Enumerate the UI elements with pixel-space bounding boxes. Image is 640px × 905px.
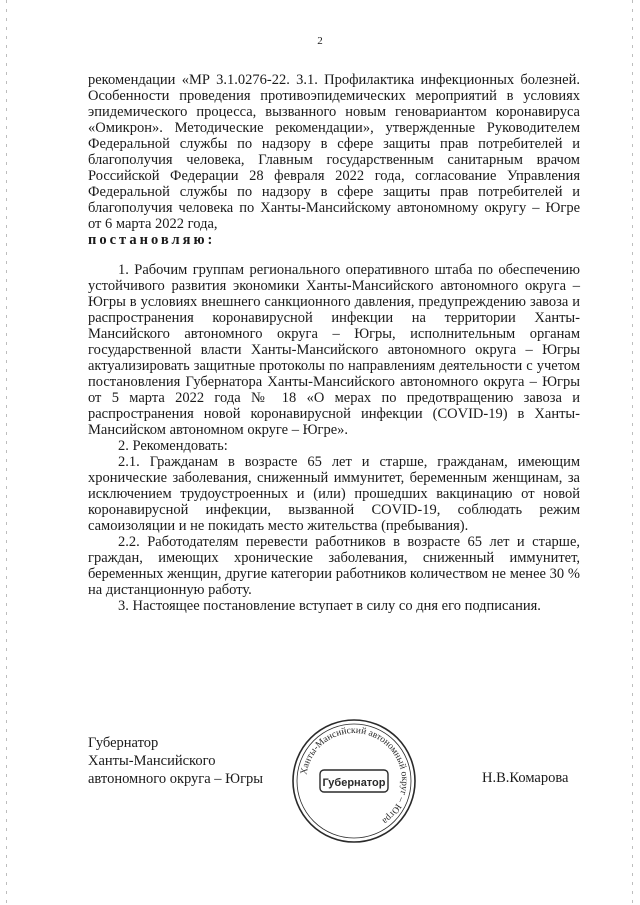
- signatory-name: Н.В.Комарова: [482, 770, 569, 786]
- resolve-word: постановляю:: [88, 232, 216, 248]
- page-number: 2: [317, 35, 323, 47]
- resolution-heading: [88, 232, 580, 248]
- seal-ring-text: Ханты-Мансийский автономный округ – Югра: [299, 725, 410, 826]
- item-2-2-paragraph: 2.2. Работодателям перевести работников в возрасте 65 лет и старше, граждан, имеющих хронические заболевания, сниженный иммунитет, беременных женщин, другие категории работников количеством не менее 30 % на дистанционную работу.: [88, 534, 580, 598]
- document-body: [88, 72, 580, 614]
- official-seal-stamp: [289, 716, 419, 846]
- item-2-1-paragraph: 2.1. Гражданам в возрасте 65 лет и старше, гражданам, имеющим хронические заболевания, сниженный иммунитет, беременным женщинам, за исключением трудоустроенных и (или) прошедших вакцинацию от новой коронавирусной инфекции, вызванной COVID-19, соблюдать режим самоизоляции и не покидать место жительства (пребывания).: [88, 454, 580, 534]
- scan-edge-left: [6, 0, 7, 905]
- item-3-paragraph: 3. Настоящее постановление вступает в силу со дня его подписания.: [118, 598, 541, 614]
- scan-edge-right: [632, 0, 633, 905]
- signatory-title-line-3: автономного округа – Югры: [88, 771, 264, 787]
- signatory-title: [88, 734, 263, 788]
- item-1-paragraph: 1. Рабочим группам регионального оперативного штаба по обеспечению устойчивого развития экономики Ханты-Мансийского автономного округа – Югры в условиях внешнего санкционного давления, предупреждению завоза и распространения коронавирусной инфекции на территории Ханты-Мансийского автономного округа – Югры, исполнительным органам государственной власти Ханты-Мансийского автономного округа – Югры актуализировать защитные протоколы по направлениям деятельности с учетом постановления Губернатора Ханты-Мансийского автономного округа – Югры от 5 марта 2022 года № 18 «О мерах по предотвращению завоза и распространения новой коронавирусной инфекции (COVID-19) в Ханты-Мансийском автономном округе – Югре».: [88, 262, 580, 438]
- signatory-title-line-1: Губернатор: [88, 735, 159, 751]
- signatory-title-line-2: Ханты-Мансийского: [88, 753, 216, 769]
- intro-paragraph: рекомендации «МР 3.1.0276-22. 3.1. Профилактика инфекционных болезней. Особенности проведения противоэпидемических мероприятий в условиях эпидемического процесса, вызванного новым геновариантом коронавируса «Омикрон». Методические рекомендации», утвержденные Руководителем Федеральной службы по надзору в сфере защиты прав потребителей и благополучия человека, Главным государственным санитарным врачом Российской Федерации 28 февраля 2022 года, согласование Управления Федеральной службы по надзору в сфере защиты прав потребителей и благополучия человека по Ханты-Мансийскому автономному округу – Югре от 6 марта 2022 года,: [88, 72, 580, 232]
- seal-center-text: Губернатор: [322, 777, 386, 789]
- item-2-paragraph: 2. Рекомендовать:: [118, 438, 228, 454]
